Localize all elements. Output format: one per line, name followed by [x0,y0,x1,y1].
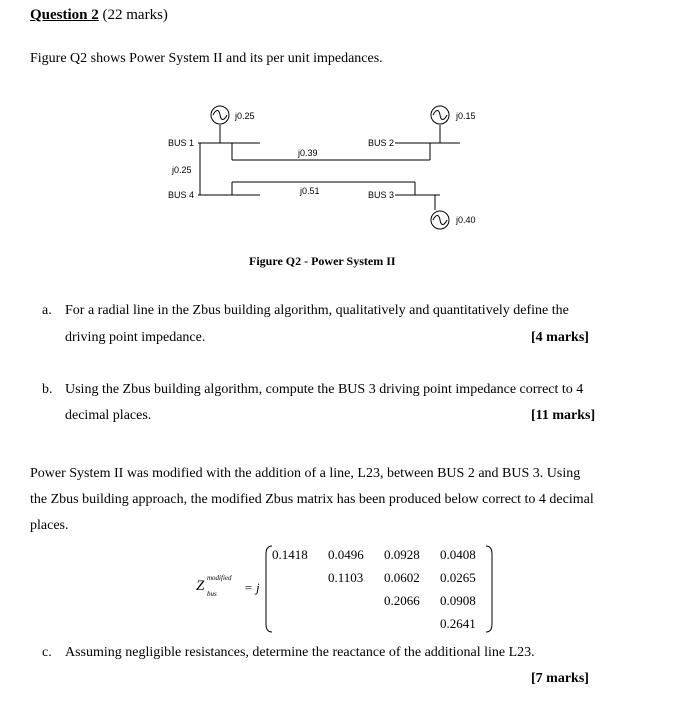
modification-line1: Power System II was modified with the addition of a line, L23, between BUS 2 and BUS 3. Using [30,466,581,481]
part-c-marks: [7 marks] [531,671,589,686]
matrix-cell: 0.0602 [384,570,420,585]
question-heading [30,7,168,24]
matrix-cell: 0.2641 [440,616,476,631]
intro-text: Figure Q2 shows Power System II and its per unit impedances. [30,51,383,66]
matrix-cell: 0.0928 [384,547,420,562]
modification-line2: the Zbus building approach, the modified Zbus matrix has been produced below correct to 4 decimal [30,492,594,507]
part-a-label: a. [42,303,52,318]
bus4-label: BUS 4 [168,190,195,200]
zbus-matrix [196,544,496,634]
line34-impedance: j0.51 [300,186,320,196]
matrix-cell: 0.0496 [328,547,364,562]
matrix-cell: 0.1103 [328,570,364,585]
part-b-line2: decimal places. [65,408,152,423]
gen2-impedance: j0.15 [456,111,476,121]
bus3-label: BUS 3 [368,190,395,200]
gen1-sine [213,111,227,120]
zbus-equals: = j [244,580,260,595]
zbus-subscript: bus [207,590,217,598]
modification-line3: places. [30,518,69,533]
part-a-marks: [4 marks] [531,330,589,345]
line12-impedance: j0.39 [298,148,318,158]
question-marks: (22 marks) [98,7,168,23]
gen1-impedance: j0.25 [235,111,255,121]
zbus-symbol: Z [196,578,205,594]
part-c-line1: Assuming negligible resistances, determine the reactance of the additional line L23. [65,645,535,660]
part-b-line1: Using the Zbus building algorithm, compute the BUS 3 driving point impedance correct to 4 [65,382,584,397]
line14-label: j0.25 [172,165,192,175]
gen3-impedance: j0.40 [456,215,476,225]
matrix-cell: 0.0265 [440,570,476,585]
right-bracket [486,546,492,632]
question-title: Question 2 [30,7,99,23]
part-b-marks: [11 marks] [531,408,596,423]
matrix-cell: 0.0908 [440,593,476,608]
matrix-cell: 0.1418 [272,547,308,562]
part-a-line2: driving point impedance. [65,330,206,345]
gen2-sine [433,111,447,120]
part-b-label: b. [42,382,53,397]
zbus-superscript: modified [207,574,232,582]
matrix-cell: 0.2066 [384,593,420,608]
bus1-label: BUS 1 [168,138,195,148]
part-a-line1: For a radial line in the Zbus building algorithm, qualitatively and quantitatively define the [65,303,569,318]
power-system-diagram [150,90,520,250]
gen3-sine [433,216,447,225]
matrix-cell: 0.0408 [440,547,476,562]
part-c-label: c. [42,645,52,660]
figure-caption: Figure Q2 - Power System II [249,254,396,268]
bus2-label: BUS 2 [368,138,395,148]
